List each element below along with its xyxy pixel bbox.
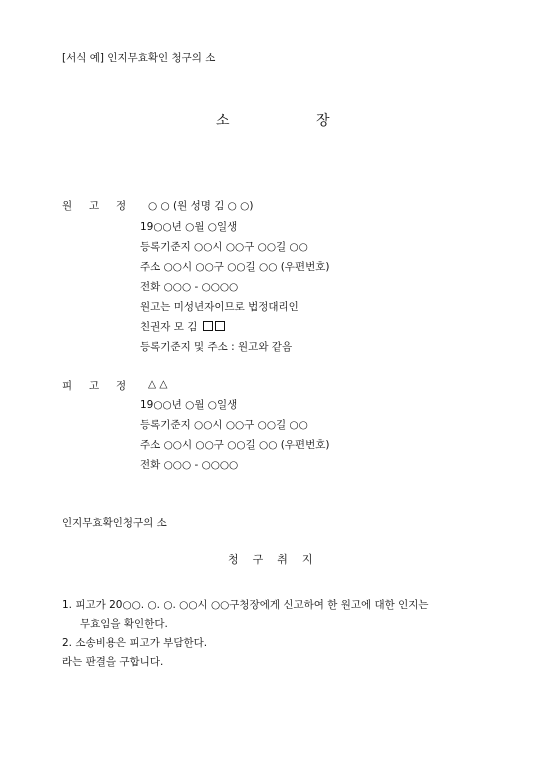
- claim-item-1: 1. 피고가 20○○. ○. ○. ○○시 ○○구청장에게 신고하여 한 원고에 대한 인지는: [62, 599, 429, 611]
- plaintiff-registry: 등록기준지 ○○시 ○○구 ○○길 ○○: [140, 241, 308, 253]
- form-label: [서식 예] 인지무효확인 청구의 소: [62, 52, 216, 64]
- plaintiff-guardian-registry: 등록기준지 및 주소 : 원고와 같음: [140, 341, 293, 353]
- defendant-name: △ △: [148, 378, 168, 390]
- plaintiff-minor-note: 원고는 미성년자이므로 법정대리인: [140, 301, 299, 313]
- blank-box-icon: [203, 321, 213, 331]
- claim-closing: 라는 판결을 구합니다.: [62, 656, 164, 668]
- blank-box-icon: [215, 321, 225, 331]
- plaintiff-birth: 19○○년 ○월 ○일생: [140, 221, 238, 233]
- guardian-text: 친권자 모 김: [140, 321, 198, 333]
- defendant-label: 피 고 정: [62, 380, 127, 392]
- document-title-left: 소: [216, 113, 230, 129]
- document-title-right: 장: [316, 113, 330, 129]
- plaintiff-name: ○ ○ (원 성명 김 ○ ○): [148, 200, 254, 212]
- claim-item-2: 2. 소송비용은 피고가 부담한다.: [62, 637, 208, 649]
- case-title: 인지무효확인청구의 소: [62, 517, 167, 529]
- plaintiff-guardian: [140, 319, 225, 334]
- defendant-registry: 등록기준지 ○○시 ○○구 ○○길 ○○: [140, 419, 308, 431]
- plaintiff-address: 주소 ○○시 ○○구 ○○길 ○○ (우편번호): [140, 261, 330, 273]
- plaintiff-label: 원 고 정: [62, 200, 127, 212]
- claim-item-1-cont: 무효임을 확인한다.: [80, 618, 168, 630]
- defendant-address: 주소 ○○시 ○○구 ○○길 ○○ (우편번호): [140, 439, 330, 451]
- claims-title: 청 구 취 지: [228, 553, 313, 566]
- plaintiff-phone: 전화 ○○○ - ○○○○: [140, 281, 239, 293]
- defendant-phone: 전화 ○○○ - ○○○○: [140, 459, 239, 471]
- defendant-birth: 19○○년 ○월 ○일생: [140, 399, 238, 411]
